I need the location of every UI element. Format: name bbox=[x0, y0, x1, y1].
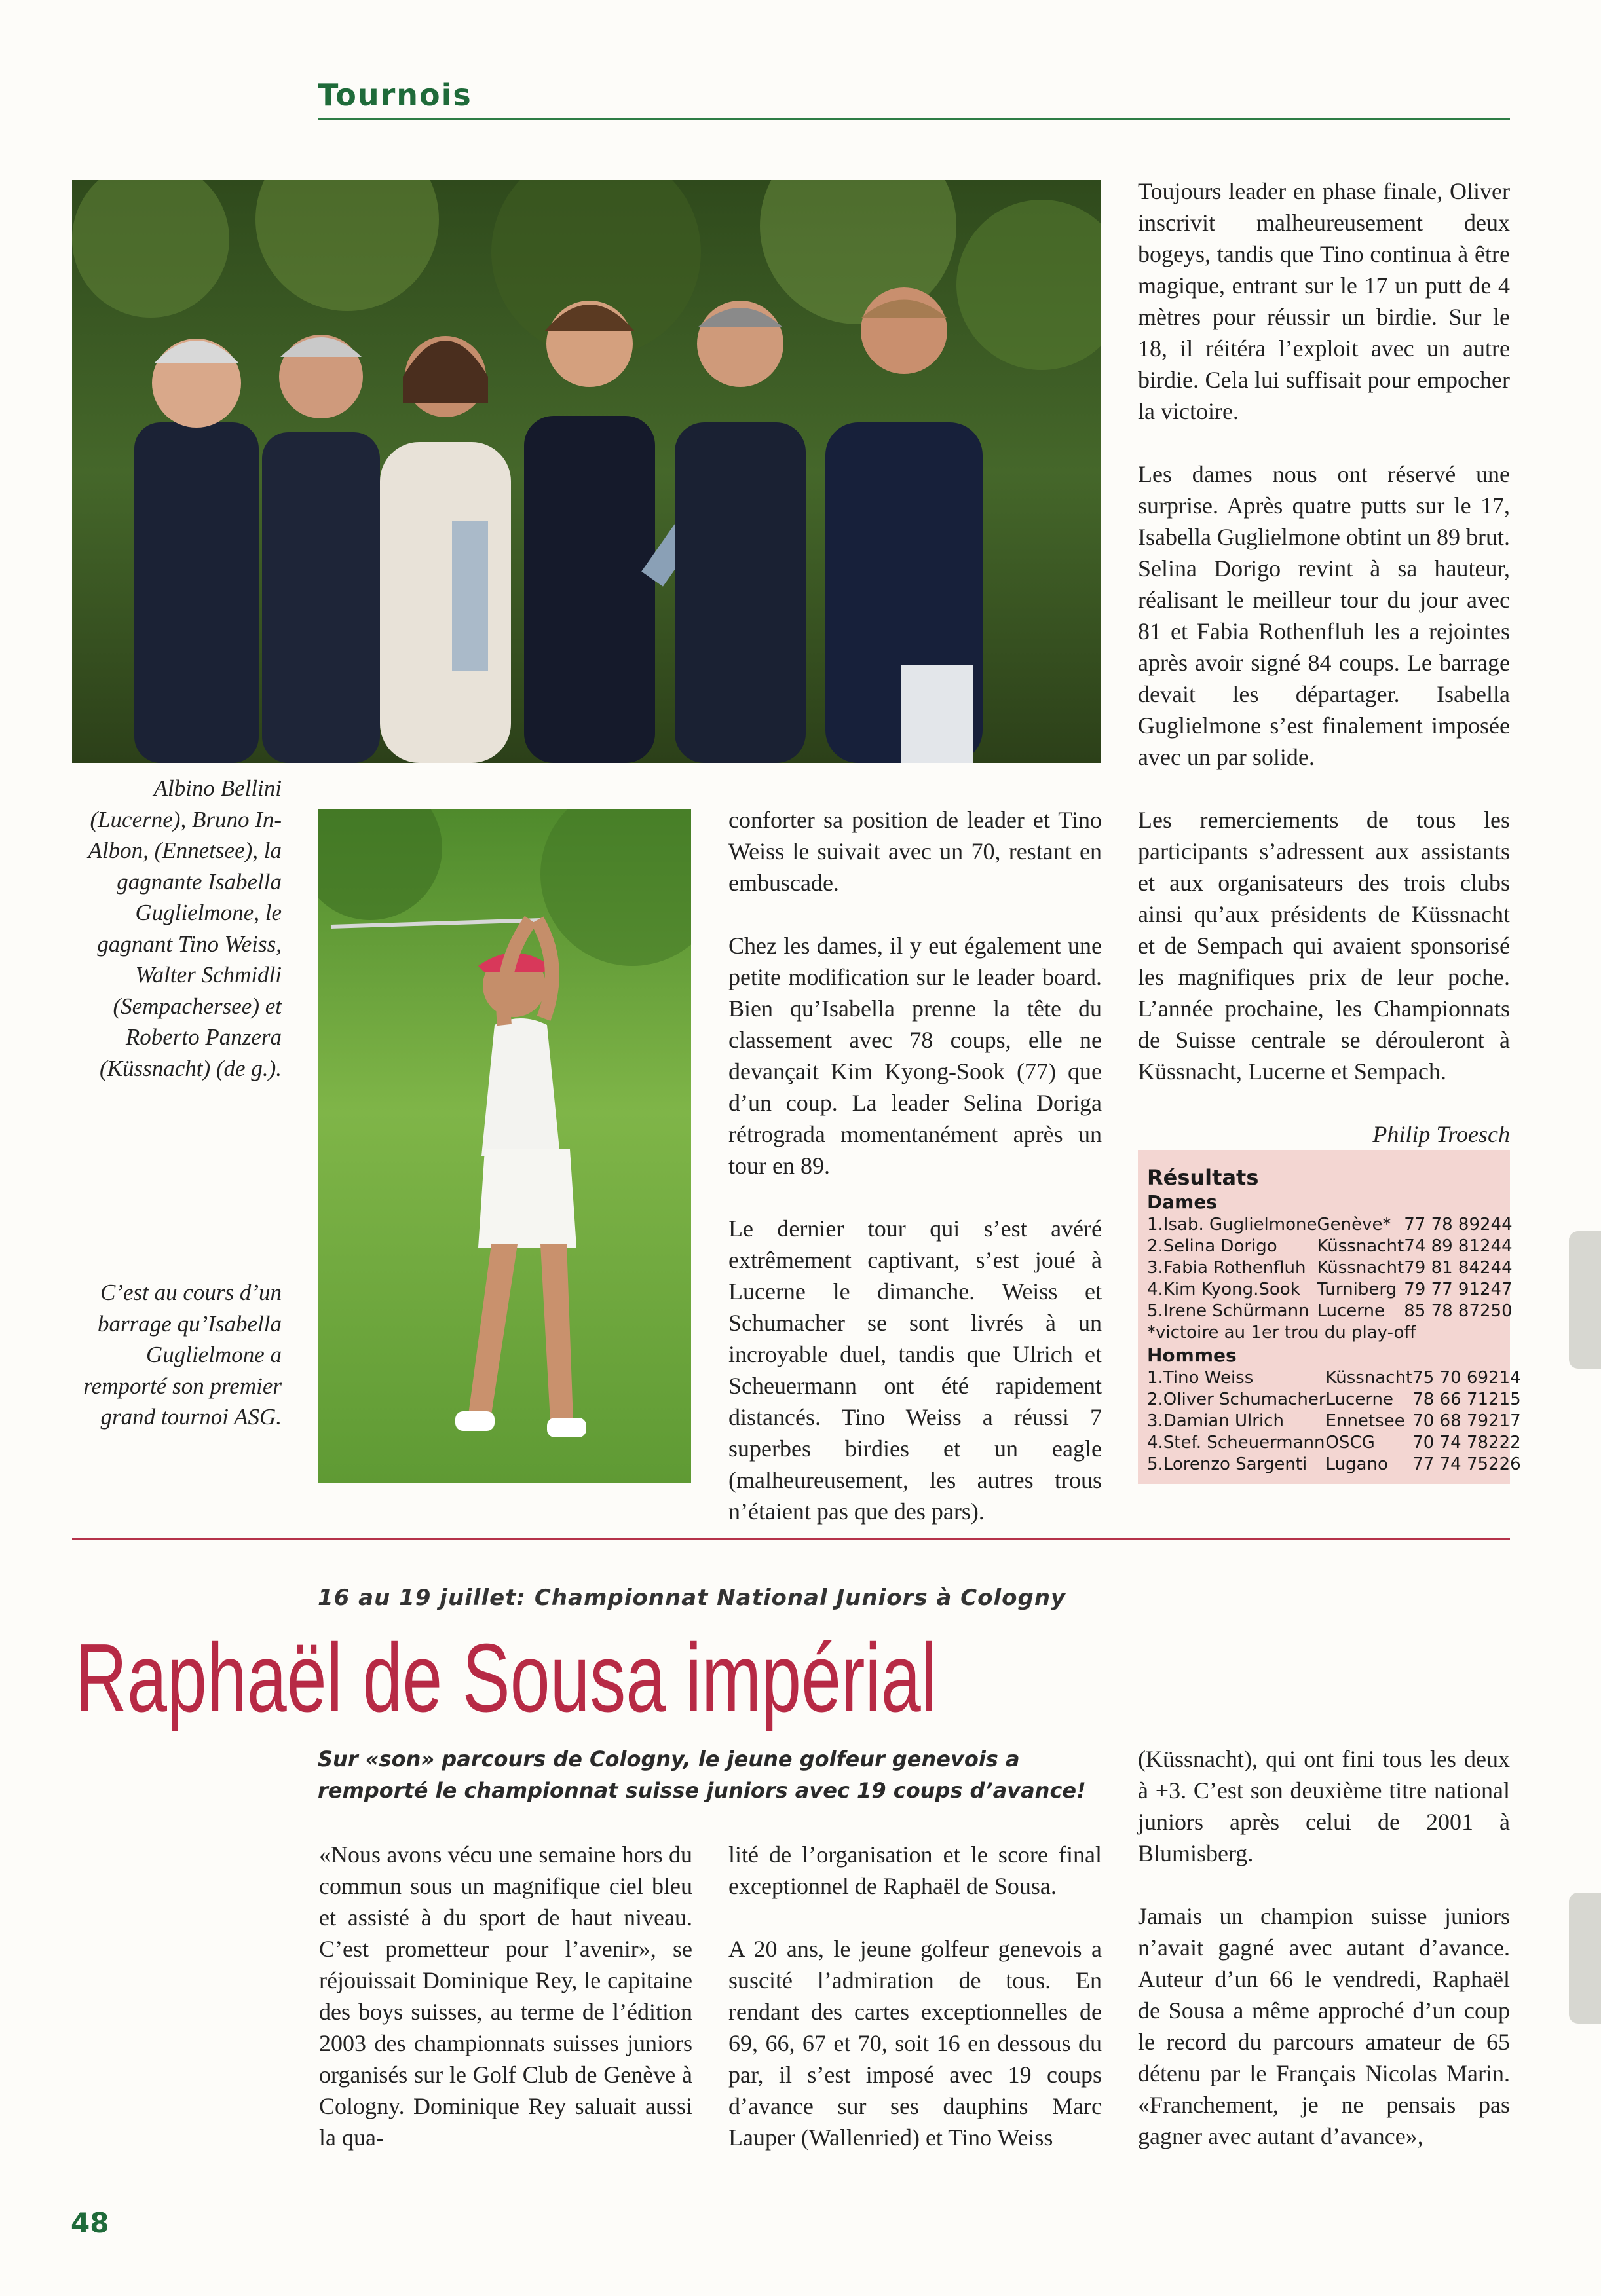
result-name: 3.Fabia Rothenfluh bbox=[1147, 1258, 1306, 1278]
result-club: Lucerne bbox=[1317, 1301, 1385, 1321]
result-total: 244 bbox=[1480, 1258, 1513, 1278]
result-club: Genève* bbox=[1317, 1215, 1391, 1234]
result-total: 226 bbox=[1488, 1454, 1521, 1474]
article2-paragraph: (Küssnacht), qui ont fini tous les deux à +3. C’est son deuxième titre national juniors après celui de 2001 à Blumisberg. bbox=[1138, 1746, 1510, 1866]
table-row bbox=[1147, 1214, 1513, 1236]
article1-right-column bbox=[1138, 176, 1510, 1150]
result-name: 1.Isab. Guglielmone bbox=[1147, 1215, 1317, 1234]
article2-right-column bbox=[1138, 1743, 1510, 2152]
article2-paragraph: lité de l’organisation et le score final exceptionnel de Raphaël de Sousa. bbox=[728, 1842, 1102, 1899]
result-club: OSCG bbox=[1325, 1433, 1375, 1453]
result-scores: 70 74 78 bbox=[1412, 1433, 1489, 1453]
article2-middle-column bbox=[728, 1839, 1102, 2153]
result-name: 4.Stef. Scheuermann bbox=[1147, 1433, 1325, 1453]
result-scores: 70 68 79 bbox=[1412, 1411, 1489, 1431]
result-club: Küssnacht bbox=[1325, 1368, 1413, 1388]
result-club: Turniberg bbox=[1317, 1280, 1397, 1299]
group-photo-caption: Albino Bellini (Lucerne), Bruno In-Albon, (Ennetsee), la gagnante Isabella Guglielmone, le gagnant Tino Weiss, Walter Schmidli (Sempachersee) et Roberto Panzera (Küssnacht) (de g.). bbox=[88, 775, 282, 1081]
table-row bbox=[1147, 1411, 1521, 1432]
result-name: 4.Kim Kyong.Sook bbox=[1147, 1280, 1300, 1299]
page-number: 48 bbox=[71, 2207, 109, 2239]
result-name: 2.Oliver Schumacher bbox=[1147, 1390, 1326, 1409]
table-row bbox=[1147, 1257, 1513, 1279]
result-total: 250 bbox=[1480, 1301, 1513, 1321]
result-total: 222 bbox=[1488, 1433, 1521, 1453]
results-title: Résultats bbox=[1147, 1165, 1259, 1190]
result-total: 215 bbox=[1488, 1390, 1521, 1409]
golfer-photo bbox=[318, 809, 691, 1483]
adjacent-page-glimpse bbox=[1569, 1231, 1601, 1369]
section-title: Tournois bbox=[318, 77, 472, 113]
result-scores: 79 81 84 bbox=[1404, 1258, 1480, 1278]
result-total: 217 bbox=[1488, 1411, 1521, 1431]
result-scores: 77 74 75 bbox=[1412, 1454, 1489, 1474]
table-row bbox=[1147, 1389, 1521, 1411]
results-dames-label: Dames bbox=[1147, 1191, 1217, 1213]
result-scores: 74 89 81 bbox=[1404, 1236, 1480, 1256]
results-note: *victoire au 1er trou du play-off bbox=[1147, 1323, 1416, 1342]
result-club: Lugano bbox=[1325, 1454, 1388, 1474]
results-box bbox=[1138, 1150, 1521, 1484]
table-row bbox=[1147, 1454, 1521, 1475]
article2-lead: Sur «son» parcours de Cologny, le jeune golfeur genevois a remporté le championnat suisse juniors avec 19 coups d’avance! bbox=[318, 1747, 1086, 1803]
article2-kicker: 16 au 19 juillet: Championnat National Juniors à Cologny bbox=[318, 1585, 1066, 1611]
table-row bbox=[1147, 1301, 1513, 1322]
article1-paragraph: Les dames nous ont réservé une surprise. Après quatre putts sur le 17, Isabella Guglielmone obtint un 89 brut. Selina Dorigo revint à sa hauteur, réalisant le meilleur tour du jour avec 81 et Fabia Rothenfluh les a rejointes après avoir signé 84 coups. Le barrage devait les départager. Isabella Guglielmone s’est finalement imposée avec un par solide. bbox=[1138, 461, 1510, 770]
article2-paragraph: Jamais un champion suisse juniors n’avait gagné avec autant d’avance. Auteur d’un 66 le vendredi, Raphaël de Sousa a même approché d’un coup le record du parcours amateur de 65 détenu par le Français Nicolas Marin. «Franchement, je ne pensais pas gagner avec autant d’avance», bbox=[1138, 1903, 1510, 2149]
result-club: Küssnacht bbox=[1317, 1258, 1404, 1278]
section-divider bbox=[72, 1538, 1510, 1540]
table-row bbox=[1147, 1236, 1513, 1257]
result-scores: 85 78 87 bbox=[1404, 1301, 1480, 1321]
article1-paragraph: conforter sa position de leader et Tino Weiss le suivait avec un 70, restant en embuscade. bbox=[728, 807, 1102, 896]
result-name: 1.Tino Weiss bbox=[1147, 1368, 1254, 1388]
result-name: 5.Lorenzo Sargenti bbox=[1147, 1454, 1308, 1474]
group-photo bbox=[72, 180, 1101, 763]
result-total: 214 bbox=[1488, 1368, 1521, 1388]
article1-paragraph: Chez les dames, il y eut également une petite modification sur le leader board. Bien qu’Isabella prenne la tête du classement avec 78 coups, elle ne devançait Kim Kyong-Sook (77) que d’un coup. La leader Selina Doriga rétrograda momentanément après un tour en 89. bbox=[728, 933, 1102, 1179]
article2-left-column bbox=[319, 1839, 692, 2153]
result-scores: 75 70 69 bbox=[1412, 1368, 1489, 1388]
article1-middle-column bbox=[728, 804, 1102, 1527]
article2-headline: Raphaël de Sousa impérial bbox=[75, 1624, 937, 1732]
results-dames-table bbox=[1147, 1214, 1513, 1322]
adjacent-page-glimpse bbox=[1569, 1893, 1601, 2024]
result-name: 2.Selina Dorigo bbox=[1147, 1236, 1277, 1256]
results-hommes-label: Hommes bbox=[1147, 1344, 1237, 1366]
table-row bbox=[1147, 1367, 1521, 1389]
results-hommes-table bbox=[1147, 1367, 1521, 1475]
result-club: Küssnacht bbox=[1317, 1236, 1404, 1256]
header-rule bbox=[318, 118, 1510, 120]
result-total: 244 bbox=[1480, 1215, 1513, 1234]
article2-paragraph: A 20 ans, le jeune golfeur genevois a suscité l’admiration de tous. En rendant des cartes exceptionnelles de 69, 66, 67 et 70, soit 16 en dessous du par, il s’est imposé avec 19 coups d’avance sur ses dauphins Marc Lauper (Wallenried) et Tino Weiss bbox=[728, 1936, 1102, 2151]
golfer-photo-caption: C’est au cours d’un barrage qu’Isabella Guglielmone a remporté son premier grand tournoi ASG. bbox=[83, 1280, 282, 1430]
result-scores: 77 78 89 bbox=[1404, 1215, 1480, 1234]
result-club: Lucerne bbox=[1325, 1390, 1394, 1409]
author-signature: Philip Troesch bbox=[1372, 1121, 1510, 1147]
result-total: 247 bbox=[1480, 1280, 1513, 1299]
article1-paragraph: Toujours leader en phase finale, Oliver inscrivit malheureusement deux bogeys, tandis que Tino continua à être magique, entrant sur le 17 un putt de 4 mètres pour réussir un birdie. Sur le 18, il réitéra l’exploit avec un autre birdie. Cela lui suffisait pour empocher la victoire. bbox=[1138, 178, 1510, 424]
result-name: 5.Irene Schürmann bbox=[1147, 1301, 1309, 1321]
table-row bbox=[1147, 1279, 1513, 1301]
article2-paragraph: «Nous avons vécu une semaine hors du commun sous un magnifique ciel bleu et assisté à du sport de haut niveau. C’est prometteur pour l’avenir», se réjouissait Dominique Rey, le capitaine des boys suisses, au terme de l’édition 2003 des championnats suisses juniors organisés sur le Golf Club de Genève à Cologny. Dominique Rey saluait aussi la qua- bbox=[319, 1842, 692, 2151]
table-row bbox=[1147, 1432, 1521, 1454]
article1-paragraph: Les remerciements de tous les participants s’adressent aux assistants et aux organisateurs des trois clubs ainsi qu’aux présidents de Küssnacht et de Sempach qui avaient sponsorisé les magnifiques prix de leur poche. L’année prochaine, les Championnats de Suisse centrale se dérouleront à Küssnacht, Lucerne et Sempach. bbox=[1138, 807, 1510, 1084]
result-total: 244 bbox=[1480, 1236, 1513, 1256]
result-name: 3.Damian Ulrich bbox=[1147, 1411, 1284, 1431]
result-scores: 79 77 91 bbox=[1404, 1280, 1480, 1299]
article1-paragraph: Le dernier tour qui s’est avéré extrêmement captivant, s’est joué à Lucerne le dimanche. Weiss et Schumacher se sont livrés à un incroyable duel, tandis que Ulrich et Scheuermann ont été rapidement distancés. Tino Weiss a réussi 7 superbes birdies et un eagle (malheureusement, les autres trous n’étaient pas que des pars). bbox=[728, 1215, 1102, 1525]
result-club: Ennetsee bbox=[1325, 1411, 1405, 1431]
result-scores: 78 66 71 bbox=[1412, 1390, 1489, 1409]
